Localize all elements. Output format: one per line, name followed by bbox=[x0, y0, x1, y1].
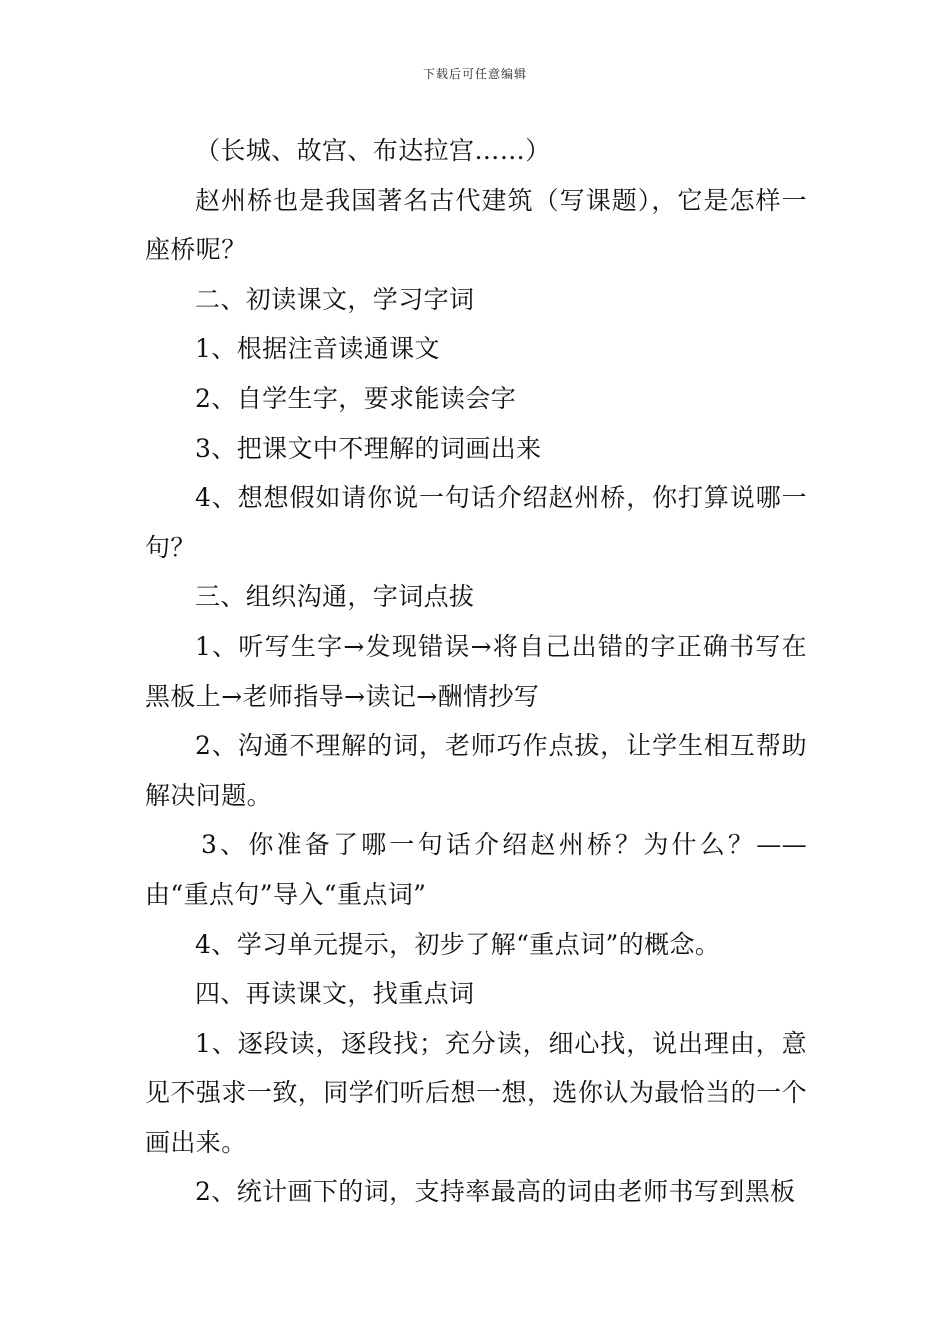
section-heading: 四、再读课文，找重点词 bbox=[195, 979, 475, 1009]
document-body bbox=[145, 126, 807, 1217]
paragraph: （长城、故宫、布达拉宫……） bbox=[195, 136, 551, 165]
list-item: 3、把课文中不理解的词画出来 bbox=[195, 433, 542, 463]
section-heading: 三、组织沟通，字词点拔 bbox=[195, 582, 475, 612]
list-item: 4、学习单元提示，初步了解“重点词”的概念。 bbox=[195, 929, 721, 959]
list-item: 1、逐段读，逐段找；充分读，细心找，说出理由，意见不强求一致，同学们听后想一想，选你认为最恰当的一个画出来。 bbox=[145, 1028, 807, 1157]
section-heading: 二、初读课文，学习字词 bbox=[195, 284, 475, 314]
list-item: 2、统计画下的词，支持率最高的词由老师书写到黑板 bbox=[195, 1177, 796, 1207]
list-item: 2、自学生字，要求能读会字 bbox=[195, 383, 517, 413]
paragraph: 赵州桥也是我国著名古代建筑（写课题），它是怎样一座桥呢？ bbox=[145, 185, 807, 265]
list-item: 3、你准备了哪一句话介绍赵州桥？为什么？——由“重点句”导入“重点词” bbox=[145, 830, 807, 909]
page-header: 下载后可任意编辑 bbox=[422, 67, 527, 81]
list-item: 2、沟通不理解的词，老师巧作点拔，让学生相互帮助解决问题。 bbox=[145, 731, 807, 810]
list-item: 4、想想假如请你说一句话介绍赵州桥，你打算说哪一句？ bbox=[145, 483, 807, 562]
list-item: 1、听写生字→发现错误→将自己出错的字正确书写在黑板上→老师指导→读记→酬情抄写 bbox=[145, 631, 807, 711]
list-item: 1、根据注音读通课文 bbox=[195, 334, 440, 364]
